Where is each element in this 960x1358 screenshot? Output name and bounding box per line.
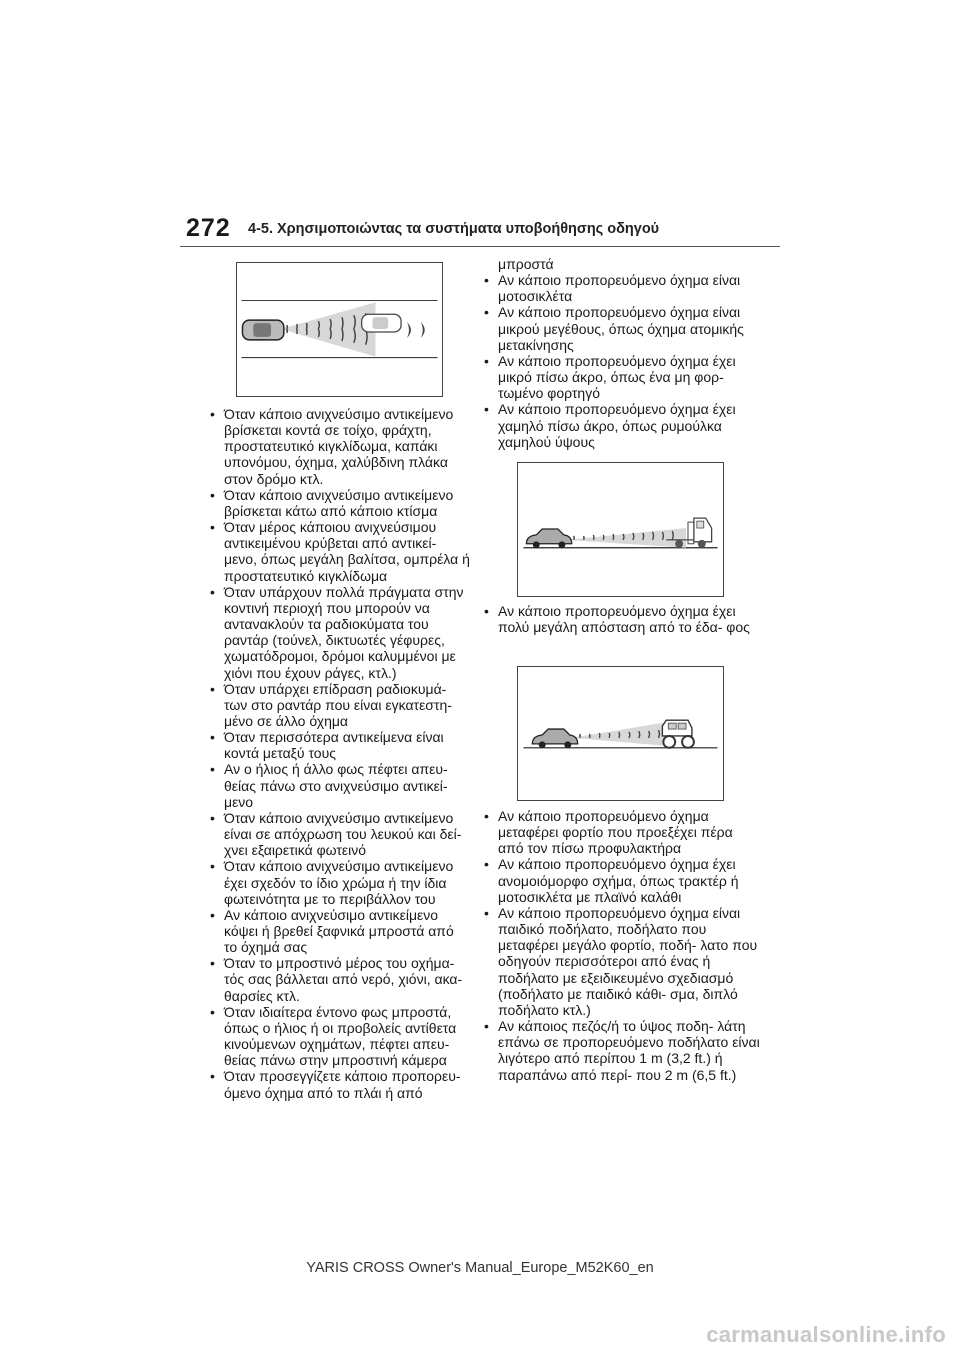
continuation-text: μπροστά (498, 256, 554, 272)
list-item: • Αν κάποιο προπορευόμενο όχημα είναι μικρού μεγέθους, όπως όχημα ατομικής μετακίνησης (482, 304, 762, 352)
list-item: • Όταν κάποιο ανιχνεύσιμο αντικείμενο βρίσκεται κάτω από κάποιο κτίσμα (208, 487, 470, 519)
right-column-middle (482, 603, 762, 635)
list-item: • Όταν προσεγγίζετε κάποιο προπορευ- όμενο όχημα από το πλάι ή από (208, 1068, 470, 1100)
list-item: • Όταν κάποιο ανιχνεύσιμο αντικείμενο έχει σχεδόν το ίδιο χρώμα ή την ίδια φωτεινότητα με το περιβάλλον του (208, 858, 470, 906)
list-item: • Αν κάποιο προπορευόμενο όχημα έχει ανομοιόμορφο σχήμα, όπως τρακτέρ ή μοτοσικλέτα με πλαϊνό καλάθι (482, 856, 762, 904)
left-column (208, 406, 470, 1101)
list-item: • Αν κάποιο προπορευόμενο όχημα έχει μικρό πίσω άκρο, όπως ένα μη φορ- τωμένο φορτηγό (482, 353, 762, 401)
list-item: • Αν κάποιο ανιχνεύσιμο αντικείμενο κόψει ή βρεθεί ξαφνικά μπροστά από το όχημά σας (208, 907, 470, 955)
list-item: • Όταν μέρος κάποιου ανιχνεύσιμου αντικειμένου κρύβεται από αντικεί- μενο, όπως μεγάλη βαλίτσα, ομπρέλα ή προστατευτικό κιγκλίδωμα (208, 519, 470, 584)
list-item: • Αν κάποιο προπορευόμενο όχημα έχει χαμηλό πίσω άκρο, όπως ρυμούλκα χαμηλού ύψους (482, 401, 762, 449)
header-divider (180, 246, 780, 247)
footer-manual-id: YARIS CROSS Owner's Manual_Europe_M52K60_en (306, 1260, 654, 1276)
figure-vehicle-beside-wall (236, 262, 443, 397)
list-item: • Όταν περισσότερα αντικείμενα είναι κοντά μεταξύ τους (208, 729, 470, 761)
section-title: 4-5. Χρησιμοποιώντας τα συστήματα υποβοήθησης οδηγού (248, 221, 660, 237)
list-item: • Όταν υπάρχουν πολλά πράγματα στην κοντινή περιοχή που μπορούν να αντανακλούν τα ραδιοκύματα του ραντάρ (τούνελ, δικτυωτές γέφυρες, χωματόδρομοι, δρόμοι καλυμμένοι με χιόνι που έχουν ράγες, κτλ.) (208, 584, 470, 681)
right-column-top (482, 256, 762, 450)
list-item: • Αν κάποιο προπορευόμενο όχημα μεταφέρει φορτίο που προεξέχει πέρα από τον πίσω προφυλακτήρα (482, 808, 762, 856)
right-column-bottom (482, 808, 762, 1083)
list-item: • Αν κάποιο προπορευόμενο όχημα έχει πολύ μεγάλη απόσταση από το έδα- φος (482, 603, 762, 635)
list-item: • Όταν υπάρχει επίδραση ραδιοκυμά- των στο ραντάρ που είναι εγκατεστη- μένο σε άλλο όχημα (208, 681, 470, 729)
list-item: • Όταν κάποιο ανιχνεύσιμο αντικείμενο βρίσκεται κοντά σε τοίχο, φράχτη, προστατευτικό κιγκλίδωμα, καπάκι υπονόμου, όχημα, χαλύβδινη πλάκα στον δρόμο κτλ. (208, 406, 470, 487)
list-item: • Αν κάποιο προπορευόμενο όχημα είναι παιδικό ποδήλατο, ποδήλατο που μεταφέρει μεγάλο φορτίο, ποδή- λατο που οδηγούν περισσότεροι από ένας ή ποδήλατο με εξειδικευμένο σχεδιασμό (ποδήλατο με παιδικό κάθι- σμα, διπλό ποδήλατο κτλ.) (482, 905, 762, 1018)
list-item: • Όταν ιδιαίτερα έντονο φως μπροστά, όπως ο ήλιος ή οι προβολείς αντίθετα κινούμενων οχημάτων, πέφτει απευ- θείας πάνω στην μπροστινή κάμερα (208, 1004, 470, 1069)
list-item: • Αν κάποιος πεζός/ή το ύψος ποδη- λάτη επάνω σε προπορευόμενο ποδήλατο είναι λιγότερο από περίπου 1 m (3,2 ft.) ή παραπάνω από περί- που 2 m (6,5 ft.) (482, 1018, 762, 1083)
list-item: • Αν κάποιο προπορευόμενο όχημα είναι μοτοσικλέτα (482, 272, 762, 304)
list-item: • Αν ο ήλιος ή άλλο φως πέφτει απευ- θείας πάνω στο ανιχνεύσιμο αντικεί- μενο (208, 761, 470, 809)
watermark[interactable]: carmanualsonline.info (706, 1322, 946, 1347)
list-item: • Όταν το μπροστινό μέρος του οχήμα- τός σας βάλλεται από νερό, χιόνι, ακα- θαρσίες κτλ. (208, 955, 470, 1003)
figure-truck-ahead (517, 462, 724, 597)
figure-high-ground-clearance (517, 666, 724, 801)
page-number: 272 (186, 214, 231, 242)
list-item: • Όταν κάποιο ανιχνεύσιμο αντικείμενο είναι σε απόχρωση του λευκού και δεί- χνει εξαιρετικά φωτεινό (208, 810, 470, 858)
